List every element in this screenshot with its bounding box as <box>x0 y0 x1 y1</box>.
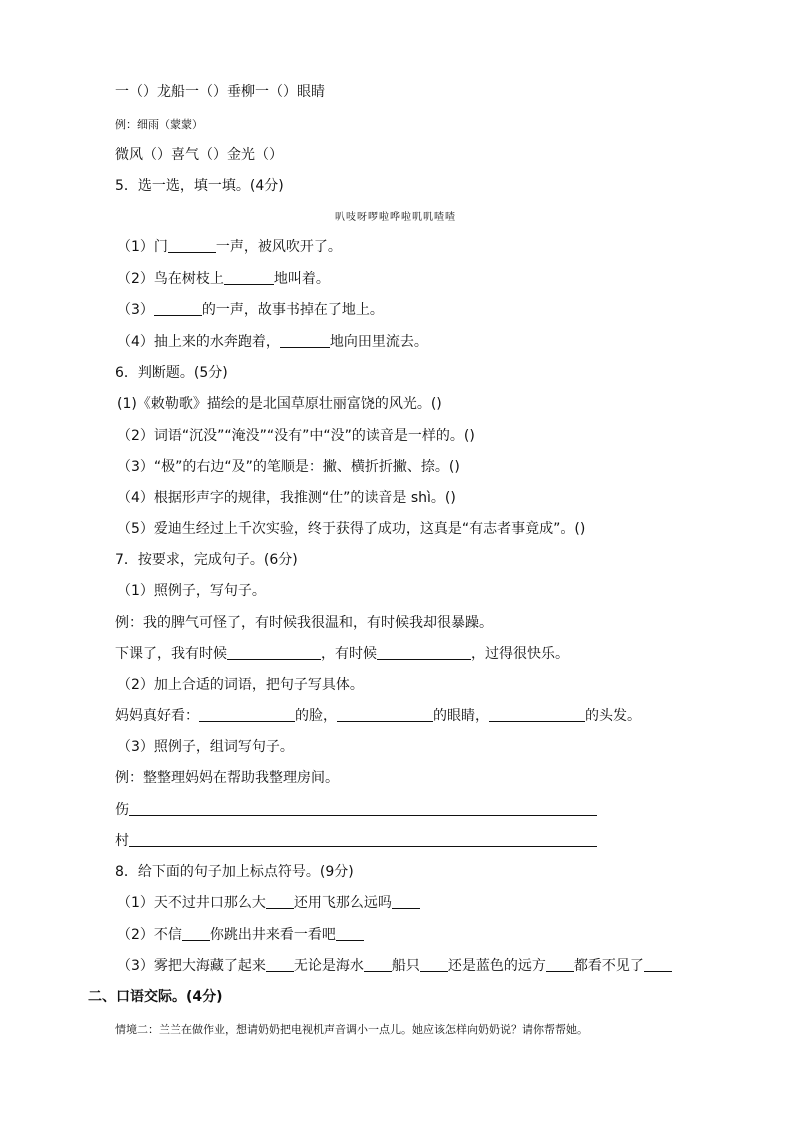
q8-item-2-b: 你跳出井来看一看吧 <box>209 927 336 943</box>
q8-item-2 <box>117 926 364 944</box>
q7-sentence-1-a: 下课了，我有时候 <box>115 646 227 662</box>
q7-part-1-title: （1）照例子，写句子。 <box>117 583 266 599</box>
punctuation-blank[interactable] <box>364 957 392 972</box>
answer-blank[interactable] <box>377 645 471 660</box>
q5-item-2-text-a: （2）鸟在树枝上 <box>117 271 224 287</box>
q5-item-4-text-b: 地向田里流去。 <box>329 334 428 350</box>
onomatopoeia-word-bank: 叭吱呀啰啦哗啦叽叽喳喳 <box>335 212 456 223</box>
q7-sentence-2 <box>115 707 641 725</box>
q5-item-3-text-b: 的一声，故事书掉在了地上。 <box>201 302 384 318</box>
punctuation-blank[interactable] <box>392 894 420 909</box>
q8-item-3 <box>117 957 672 975</box>
q7-word-line-shang <box>115 801 597 819</box>
q6-item-5: （5）爱迪生经过上千次实验，终于获得了成功，这真是“有志者事竟成”。() <box>117 521 586 537</box>
q5-item-3 <box>117 301 384 319</box>
q7-word-line-cun <box>115 832 597 850</box>
fill-abb-line: 微风（）喜气（）金光（） <box>115 147 283 163</box>
answer-blank[interactable] <box>154 301 202 316</box>
q7-sentence-2-a: 妈妈真好看： <box>115 708 199 724</box>
q7-word-cun: 村 <box>115 833 129 849</box>
q5-item-4 <box>117 333 428 351</box>
q8-item-3-b: 无论是海水 <box>293 958 364 974</box>
q7-sentence-1 <box>115 645 569 663</box>
q5-item-1 <box>117 238 342 256</box>
answer-blank[interactable] <box>337 707 433 722</box>
q8-item-3-c: 船只 <box>391 958 420 974</box>
q6-item-1: (1)《敕勒歌》描绘的是北国草原壮丽富饶的风光。() <box>117 396 442 412</box>
question-7-title: 7．按要求，完成句子。(6分) <box>115 552 298 568</box>
punctuation-blank[interactable] <box>182 926 210 941</box>
q8-item-3-e: 都看不见了 <box>573 958 644 974</box>
q5-item-1-text-a: （1）门 <box>117 239 168 255</box>
fill-quantifier-line: 一（）龙船一（）垂柳一（）眼睛 <box>115 84 325 100</box>
q5-item-2-text-b: 地叫着。 <box>273 271 330 287</box>
answer-line[interactable] <box>129 801 597 816</box>
question-6-title: 6．判断题。(5分) <box>115 365 228 381</box>
q7-sentence-2-c: 的眼睛， <box>433 708 489 724</box>
answer-line[interactable] <box>129 832 597 847</box>
q8-item-1-b: 还用飞那么远吗 <box>293 895 392 911</box>
q7-sentence-1-c: ，过得很快乐。 <box>471 646 569 662</box>
q8-item-3-a: （3）雾把大海藏了起来 <box>117 958 266 974</box>
answer-blank[interactable] <box>224 270 274 285</box>
punctuation-blank[interactable] <box>420 957 448 972</box>
answer-blank[interactable] <box>489 707 585 722</box>
q6-item-2: （2）词语“沉没”“淹没”“没有”中“没”的读音是一样的。() <box>117 428 475 444</box>
question-8-title: 8．给下面的句子加上标点符号。(9分) <box>115 864 354 880</box>
punctuation-blank[interactable] <box>266 957 294 972</box>
section-2-heading: 二、口语交际。(4分) <box>88 989 223 1005</box>
q8-item-1 <box>117 894 420 912</box>
answer-blank[interactable] <box>168 238 216 253</box>
scenario-2-text: 情境二：兰兰在做作业，想请奶奶把电视机声音调小一点儿。她应该怎样向奶奶说？请你帮帮她。 <box>115 1023 588 1036</box>
q7-sentence-2-d: 的头发。 <box>585 708 641 724</box>
q7-sentence-1-b: ，有时候 <box>321 646 377 662</box>
q8-item-1-a: （1）天不过井口那么大 <box>117 895 266 911</box>
q5-item-3-text-a: （3） <box>117 302 154 318</box>
q6-item-4: （4）根据形声字的规律，我推测“仕”的读音是 shì。() <box>117 490 456 506</box>
question-5-title: 5．选一选，填一填。(4分) <box>115 178 284 194</box>
example-line: 例：细雨（蒙蒙） <box>115 118 203 131</box>
q8-item-3-d: 还是蓝色的远方 <box>447 958 546 974</box>
punctuation-blank[interactable] <box>546 957 574 972</box>
q7-part-2-title: （2）加上合适的词语，把句子写具体。 <box>117 677 364 693</box>
q6-item-3: （3）“极”的右边“及”的笔顺是：撇、横折折撇、捺。() <box>117 459 460 475</box>
q8-item-2-a: （2）不信 <box>117 927 182 943</box>
q7-example-3: 例：整整理妈妈在帮助我整理房间。 <box>115 770 339 786</box>
answer-blank[interactable] <box>227 645 321 660</box>
answer-blank[interactable] <box>199 707 295 722</box>
q5-item-2 <box>117 270 330 288</box>
q5-item-4-text-a: （4）抽上来的水奔跑着， <box>117 334 280 350</box>
answer-blank[interactable] <box>280 333 330 348</box>
punctuation-blank[interactable] <box>266 894 294 909</box>
q7-word-shang: 伤 <box>115 802 129 818</box>
q7-part-3-title: （3）照例子，组词写句子。 <box>117 739 294 755</box>
punctuation-blank[interactable] <box>336 926 364 941</box>
punctuation-blank[interactable] <box>644 957 672 972</box>
q7-example-1: 例：我的脾气可怪了，有时候我很温和，有时候我却很暴躁。 <box>115 615 493 631</box>
q5-item-1-text-b: 一声，被风吹开了。 <box>215 239 342 255</box>
q7-sentence-2-b: 的脸， <box>295 708 337 724</box>
